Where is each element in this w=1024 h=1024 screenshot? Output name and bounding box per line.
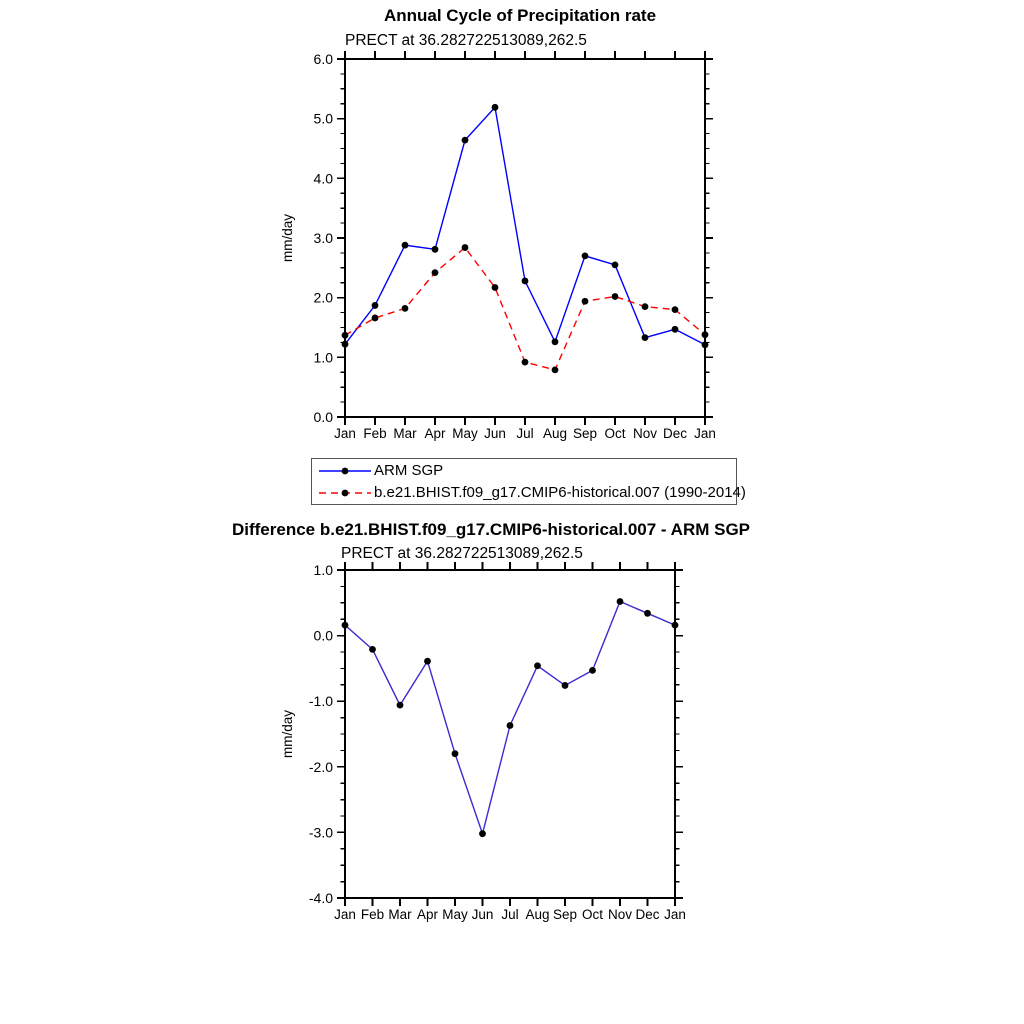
chart1-title: Annual Cycle of Precipitation rate: [383, 6, 657, 25]
x-tick-label: Dec: [662, 426, 688, 441]
data-point-marker: [492, 284, 499, 291]
legend-line-sample-solid-blue: [315, 465, 373, 477]
data-point-marker: [452, 750, 459, 757]
data-point-marker: [589, 667, 596, 674]
legend-marker: [342, 467, 349, 474]
y-tick-label: 2.0: [313, 289, 333, 306]
data-point-marker: [642, 334, 649, 341]
x-tick-label: Nov: [632, 426, 658, 441]
x-tick-label: Sep: [572, 426, 598, 441]
y-tick-label: 1.0: [313, 349, 333, 366]
chart2-title: Difference b.e21.BHIST.f09_g17.CMIP6-historical.007 - ARM SGP: [231, 520, 751, 539]
y-tick-label: -1.0: [308, 693, 333, 710]
data-point-marker: [372, 315, 379, 322]
x-tick-label: Dec: [635, 907, 660, 922]
data-point-marker: [612, 261, 619, 268]
y-tick-label: -4.0: [308, 890, 333, 906]
annual-cycle-plot: [280, 51, 716, 441]
x-tick-label: May: [452, 426, 478, 441]
data-point-marker: [672, 622, 679, 629]
legend-marker: [342, 489, 349, 496]
data-point-marker: [369, 646, 376, 653]
data-point-marker: [432, 269, 439, 276]
data-point-marker: [702, 331, 709, 338]
x-tick-label: Mar: [393, 426, 417, 441]
y-tick-label: -2.0: [308, 758, 333, 775]
data-point-marker: [522, 359, 529, 366]
data-point-marker: [397, 702, 404, 709]
y-tick-label: 4.0: [313, 170, 333, 187]
data-point-marker: [402, 305, 409, 312]
x-tick-label: Jul: [516, 426, 534, 441]
y-tick-label: 0.0: [313, 627, 333, 644]
x-tick-label: Jan: [694, 426, 716, 441]
x-tick-label: Jul: [501, 907, 519, 922]
data-point-marker: [522, 278, 529, 285]
y-axis-title: mm/day: [280, 213, 295, 263]
x-tick-label: Aug: [542, 426, 568, 441]
x-tick-label: Jan: [664, 907, 686, 922]
data-point-marker: [424, 658, 431, 665]
data-point-marker: [702, 341, 709, 348]
data-point-marker: [372, 302, 379, 309]
x-tick-label: Mar: [388, 907, 412, 922]
data-point-marker: [552, 338, 559, 345]
y-tick-label: 3.0: [313, 230, 333, 246]
data-point-marker: [672, 326, 679, 333]
data-point-marker: [642, 303, 649, 310]
data-point-marker: [612, 293, 619, 300]
data-point-marker: [534, 662, 541, 669]
y-tick-label: 5.0: [313, 110, 333, 127]
x-tick-label: Sep: [552, 907, 578, 922]
legend-label-arm-sgp: ARM SGP: [374, 462, 444, 479]
plot-frame: [345, 570, 675, 898]
legend-label-model: b.e21.BHIST.f09_g17.CMIP6-historical.007 (1990-2014): [374, 484, 746, 501]
data-point-marker: [462, 137, 469, 144]
legend-item-arm-sgp: [312, 460, 736, 482]
data-point-marker: [644, 610, 651, 617]
data-point-marker: [562, 682, 569, 689]
x-tick-label: Jun: [484, 426, 506, 441]
data-point-marker: [462, 244, 469, 251]
legend-item-model: [312, 482, 746, 504]
data-point-marker: [552, 366, 559, 373]
data-point-marker: [492, 104, 499, 111]
difference-plot: [280, 562, 686, 922]
x-tick-label: Jan: [334, 907, 356, 922]
y-tick-label: 6.0: [313, 51, 333, 67]
x-tick-label: Feb: [363, 426, 387, 441]
x-tick-label: Nov: [607, 907, 633, 922]
series-line-1: [345, 248, 705, 370]
x-tick-label: May: [442, 907, 468, 922]
data-point-marker: [582, 253, 589, 260]
data-point-marker: [672, 306, 679, 313]
legend-line-sample-dashed-red: [315, 487, 373, 499]
data-point-marker: [402, 242, 409, 249]
x-tick-label: Apr: [424, 426, 446, 441]
x-tick-label: Feb: [360, 907, 385, 922]
x-tick-label: Apr: [416, 907, 439, 922]
x-tick-label: Oct: [581, 907, 604, 922]
x-tick-label: Aug: [525, 907, 550, 922]
data-point-marker: [342, 332, 349, 339]
data-point-marker: [617, 598, 624, 605]
x-tick-label: Jan: [334, 426, 356, 441]
data-point-marker: [479, 830, 486, 837]
x-tick-label: Oct: [604, 426, 626, 441]
series-line-0: [345, 107, 705, 344]
series-line-0: [345, 601, 675, 833]
legend-box: [311, 458, 746, 505]
x-tick-label: Jun: [471, 907, 494, 922]
data-point-marker: [582, 298, 589, 305]
data-point-marker: [342, 341, 349, 348]
y-tick-label: 1.0: [313, 562, 333, 578]
y-axis-title: mm/day: [280, 709, 295, 759]
data-point-marker: [342, 622, 349, 629]
data-point-marker: [507, 722, 514, 729]
y-tick-label: -3.0: [308, 824, 333, 841]
y-tick-label: 0.0: [313, 409, 333, 425]
chart2-subtitle: PRECT at 36.282722513089,262.5: [341, 545, 583, 562]
data-point-marker: [432, 246, 439, 253]
chart1-subtitle: PRECT at 36.282722513089,262.5: [345, 32, 587, 49]
